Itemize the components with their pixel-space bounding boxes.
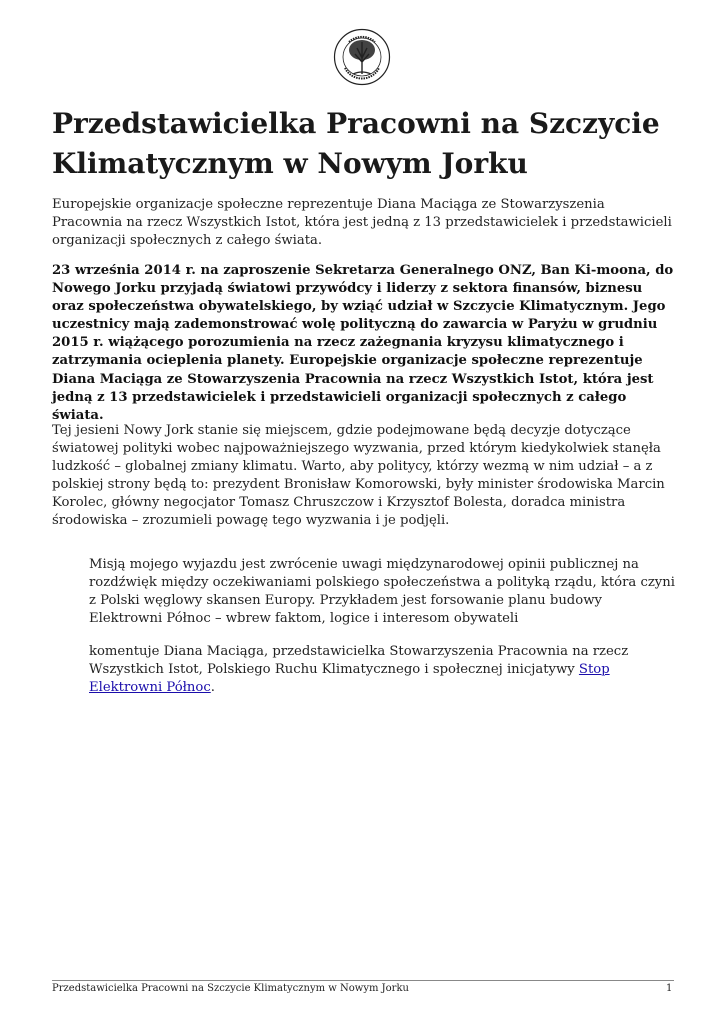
page-title: Przedstawicielka Pracowni na Szczycie Klimatycznym w Nowym Jorku bbox=[52, 107, 660, 180]
comment-paragraph bbox=[89, 643, 679, 697]
page-number: 1 bbox=[666, 983, 673, 994]
lead-paragraph: Europejskie organizacje społeczne reprezentuje Diana Maciąga ze Stowarzyszenia Pracownia na rzecz Wszystkich Istot, która jest jedną z 13 przedstawicielek i przedstawicieli organizacji społecznych z całego świata. bbox=[52, 197, 672, 248]
footer-title: Przedstawicielka Pracowni na Szczycie Klimatycznym w Nowym Jorku bbox=[52, 983, 409, 994]
body-paragraph: Tej jesieni Nowy Jork stanie się miejscem, gdzie podejmowane będą decyzje dotyczące światowej polityki wobec najpoważniejszego wyzwania, przed którym kiedykolwiek stanęła ludzkość – globalnej zmiany klimatu. Warto, aby politycy, którzy wezmą w nim udział – a z polskiej strony będą to: prezydent Bronisław Komorowski, były minister środowiska Marcin Korolec, główny negocjator Tomasz Chruszczow i Krzysztof Bolesta, doradca ministra środowiska – zrozumieli powagę tego wyzwania i je podjęli. bbox=[52, 423, 665, 528]
comment-suffix: . bbox=[210, 680, 215, 695]
comment-text: komentuje Diana Maciąga, przedstawicielka Stowarzyszenia Pracownia na rzecz Wszystkich Istot, Polskiego Ruchu Klimatycznego i społecznej inicjatywy bbox=[89, 644, 629, 677]
stop-elektrowni-link[interactable]: Stop Elektrowni Północ bbox=[89, 662, 610, 695]
bold-intro-paragraph: 23 września 2014 r. na zaproszenie Sekretarza Generalnego ONZ, Ban Ki-moona, do Nowego Jorku przyjadą światowi przywódcy i liderzy z sektora finansów, biznesu oraz społeczeństwa obywatelskiego, by wziąć udział w Szczycie Klimatycznym. Jego uczestnicy mają zademonstrować wolę polityczną do zawarcia w Paryżu w grudniu 2015 r. wiążącego porozumienia na rzecz zażegnania kryzysu klimatycznego i zatrzymania ocieplenia planety. Europejskie organizacje społeczne reprezentuje Diana Maciąga ze Stowarzyszenia Pracownia na rzecz Wszystkich Istot, która jest jedną z 13 przedstawicielek i przedstawicieli organizacji społecznych z całego świata. bbox=[52, 263, 674, 423]
quote-paragraph: Misją mojego wyjazdu jest zwrócenie uwagi międzynarodowej opinii publicznej na rozdźwięk między oczekiwaniami polskiego społeczeństwa a polityką rządu, która czyni z Polski węglowy skansen Europy. Przykładem jest forsowanie planu budowy Elektrowni Północ – wbrew faktom, logice i interesom obywateli bbox=[89, 557, 675, 626]
footer-divider bbox=[52, 980, 674, 981]
organization-logo bbox=[333, 28, 391, 86]
